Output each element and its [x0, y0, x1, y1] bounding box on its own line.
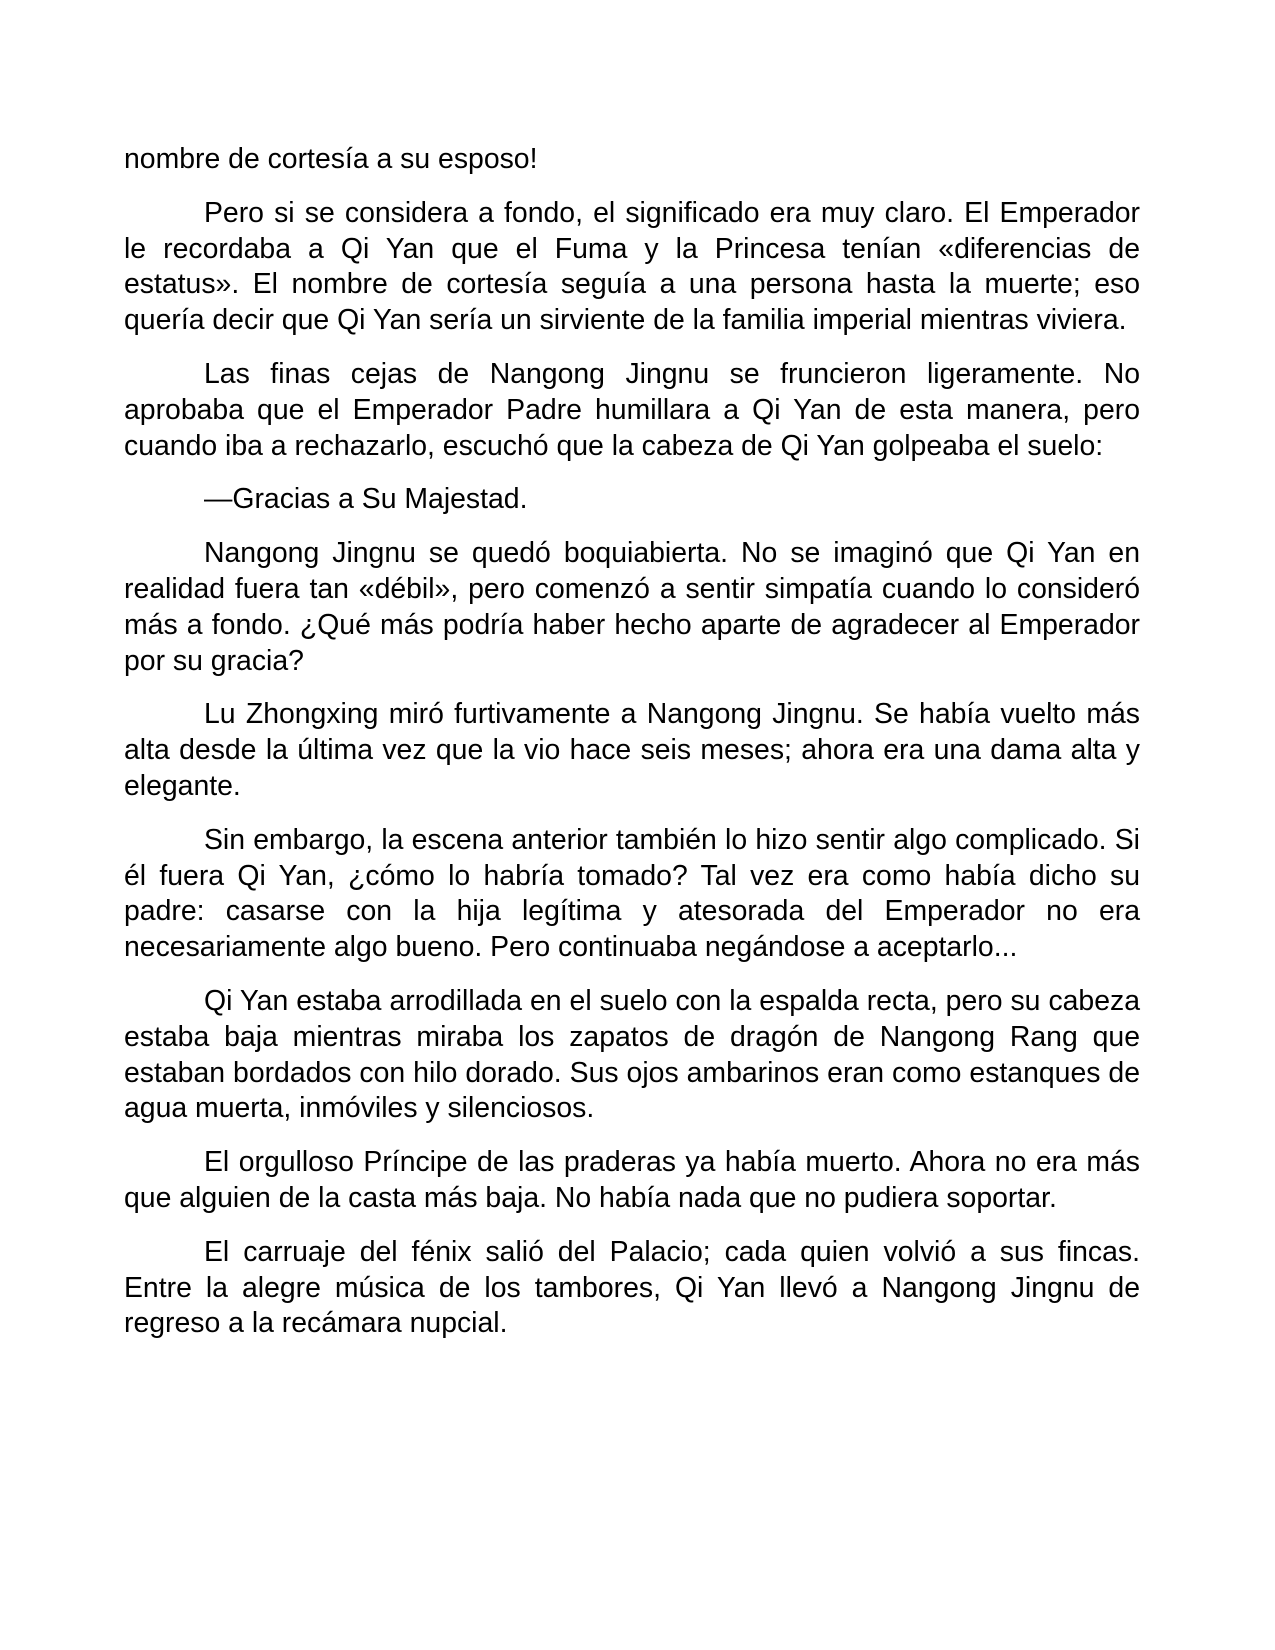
paragraph-continuation: nombre de cortesía a su esposo! [124, 143, 538, 175]
paragraph: El carruaje del fénix salió del Palacio; cada quien volvió a sus fincas. Entre la alegre música de los tambores, Qi Yan llevó a Nangong Jingnu de regreso a la recámara nupcial. [124, 1235, 1140, 1340]
paragraph: Qi Yan estaba arrodillada en el suelo con la espalda recta, pero su cabeza estaba baja mientras miraba los zapatos de dragón de Nangong Rang que estaban bordados con hilo dorado. Sus ojos ambarinos eran como estanques de agua muerta, inmóviles y silenciosos. [124, 984, 1140, 1125]
paragraph: Pero si se considera a fondo, el significado era muy claro. El Emperador le recordaba a Qi Yan que el Fuma y la Princesa tenían «diferencias de estatus». El nombre de cortesía seguía a una persona hasta la muerte; eso quería decir que Qi Yan sería un sirviente de la familia imperial mientras viviera. [124, 196, 1140, 337]
paragraph: Las finas cejas de Nangong Jingnu se fruncieron ligeramente. No aprobaba que el Emperador Padre humillara a Qi Yan de esta manera, pero cuando iba a rechazarlo, escuchó que la cabeza de Qi Yan golpeaba el suelo: [124, 357, 1140, 462]
paragraph-dialogue: —Gracias a Su Majestad. [204, 483, 528, 516]
paragraph: Nangong Jingnu se quedó boquiabierta. No se imaginó que Qi Yan en realidad fuera tan «débil», pero comenzó a sentir simpatía cuando lo consideró más a fondo. ¿Qué más podría haber hecho aparte de agradecer al Emperador por su gracia? [124, 537, 1140, 677]
paragraph: Sin embargo, la escena anterior también lo hizo sentir algo complicado. Si él fuera Qi Yan, ¿cómo lo habría tomado? Tal vez era como había dicho su padre: casarse con la hija legítima y atesorada del Emperador no era necesariamente algo bueno. Pero continuaba negándose a aceptarlo... [124, 823, 1140, 964]
paragraph: El orgulloso Príncipe de las praderas ya había muerto. Ahora no era más que alguien de la casta más baja. No había nada que no pudiera soportar. [124, 1146, 1140, 1214]
body-text [124, 142, 1140, 1342]
paragraph: Lu Zhongxing miró furtivamente a Nangong Jingnu. Se había vuelto más alta desde la última vez que la vio hace seis meses; ahora era una dama alta y elegante. [124, 698, 1140, 802]
